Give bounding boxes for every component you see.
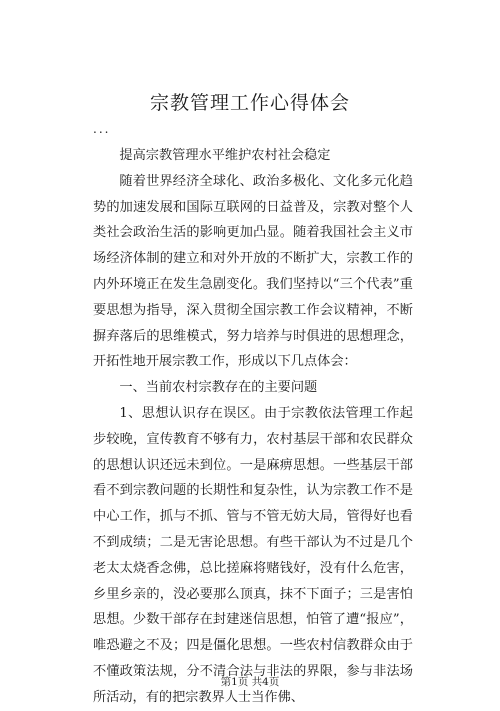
section-heading: 一、当前农村宗教存在的主要问题 — [119, 380, 318, 396]
ellipsis-dots: ... — [93, 122, 111, 136]
page-footer: 第1页 共4页 — [220, 676, 280, 688]
paragraph-subtitle: 提高宗教管理水平维护农村社会稳定 — [119, 148, 331, 163]
document-body — [93, 143, 413, 711]
document-title: 宗教管理工作心得体会 — [149, 92, 350, 114]
paragraph-intro: 随着世界经济全球化、政治多极化、文化多元化趋势的加速发展和国际互联网的日益普及，宗教对整个人类社会政治生活的影响更加凸显。随着我国社会主义市场经济体制的建立和对外开放的不断扩大，宗教工作的内外环境正在发生急剧变化。我们坚持以“三个代表”重要思想为指导，深入贯彻全国宗教工作会议精神，不断摒弃落后的思维模式，努力培养与时俱进的思想理念，开拓性地开展宗教工作，形成以下几点体会： — [93, 173, 413, 370]
paragraph-point-1: 1、思想认识存在误区。由于宗教依法管理工作起步较晚，宣传教育不够有力，农村基层干部和农民群众的思想认识还远未到位。一是麻痹思想。一些基层干部看不到宗教问题的长期性和复杂性，认为宗教工作不是中心工作，抓与不抓、管与不管无妨大局，管得好也看不到成绩；二是无害论思想。有些干部认为不过是几个老太太烧香念佛，总比搓麻将赌钱好，没有什么危害，乡里乡亲的，没必要那么顶真，抹不下面子；三是害怕思想。少数干部存在封建迷信思想，怕管了遭“报应”，唯恐避之不及；四是僵化思想。一些农村信教群众由于不懂政策法规，分不清合法与非法的界限，参与非法场所活动，有的把宗教界人士当作佛、 — [93, 405, 413, 705]
